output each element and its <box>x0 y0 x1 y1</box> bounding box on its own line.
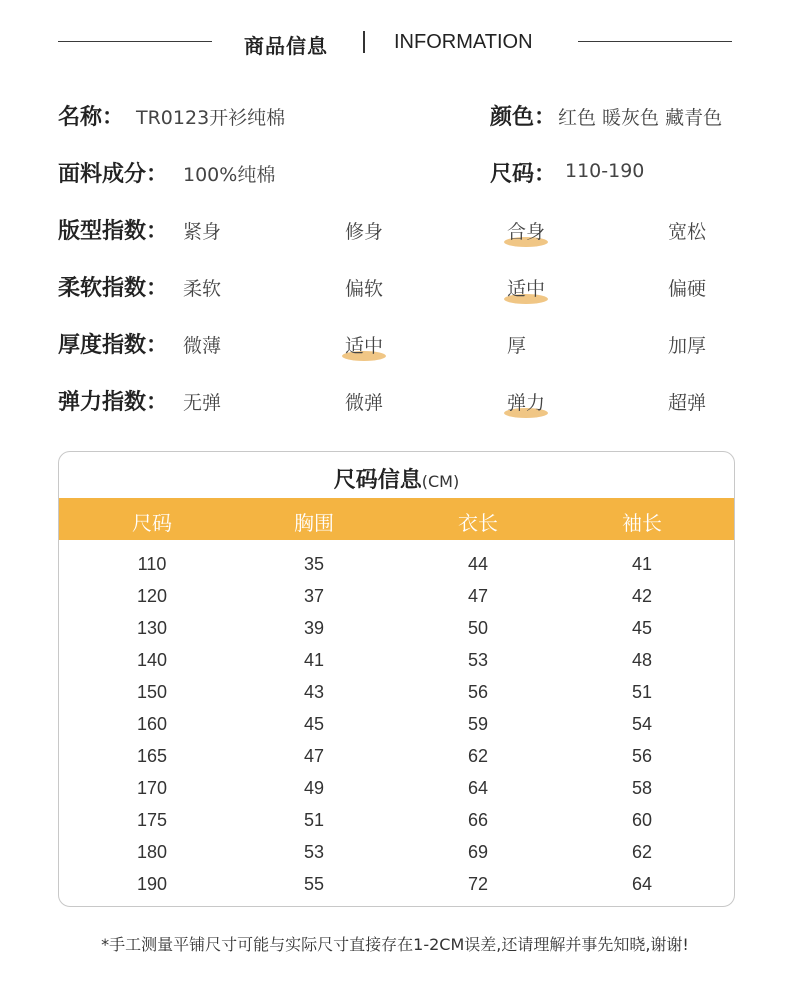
index-label: 版型指数： <box>58 219 169 244</box>
table-cell: 64 <box>631 874 653 894</box>
index-option-text: 微弹 <box>345 392 384 414</box>
table-cell: 69 <box>467 842 489 862</box>
table-row <box>59 676 734 708</box>
table-cell: 53 <box>467 650 489 670</box>
index-option <box>345 217 383 244</box>
table-cell: 62 <box>631 842 653 862</box>
index-label: 弹力指数： <box>58 390 169 415</box>
table-header-cell: 衣长 <box>458 511 498 535</box>
index-option-text: 超弹 <box>668 392 707 414</box>
index-option-text: 适中 <box>345 335 384 357</box>
table-header-cell: 胸围 <box>294 511 334 535</box>
index-option <box>668 274 706 301</box>
table-cell: 45 <box>303 714 325 734</box>
index-option-text: 修身 <box>345 221 384 243</box>
table-cell: 51 <box>303 810 325 830</box>
table-cell: 130 <box>136 618 168 638</box>
measurement-note: *手工测量平铺尺寸可能与实际尺寸直接存在1-2CM误差,还请理解并事先知晓,谢谢! <box>101 935 689 954</box>
table-cell: 140 <box>136 650 168 670</box>
table-cell: 39 <box>303 618 325 638</box>
table-cell: 44 <box>467 554 489 574</box>
table-cell: 60 <box>631 810 653 830</box>
index-option-text: 微薄 <box>183 335 222 357</box>
header-title-cn: 商品信息 <box>244 34 328 58</box>
index-option <box>668 388 706 415</box>
table-cell: 42 <box>631 586 653 606</box>
table-cell: 160 <box>136 714 168 734</box>
table-cell: 66 <box>467 810 489 830</box>
size-table-card <box>58 451 735 907</box>
table-row <box>59 836 734 868</box>
table-cell: 45 <box>631 618 653 638</box>
index-option-selected <box>507 274 545 301</box>
index-option-text: 弹力 <box>507 392 546 414</box>
index-row <box>58 381 738 415</box>
index-option-text: 偏软 <box>345 278 384 300</box>
table-row <box>59 804 734 836</box>
index-option-selected <box>507 217 545 244</box>
header-title-en: INFORMATION <box>394 31 533 53</box>
name-value: TR0123开衫纯棉 <box>136 107 286 129</box>
size-label: 尺码： <box>490 162 557 187</box>
table-cell: 47 <box>467 586 489 606</box>
table-cell: 110 <box>137 554 167 574</box>
table-cell: 62 <box>467 746 489 766</box>
table-cell: 64 <box>467 778 489 798</box>
info-row-name-color <box>58 96 738 130</box>
index-option-text: 柔软 <box>183 278 222 300</box>
index-option-text: 宽松 <box>668 221 707 243</box>
table-cell: 170 <box>136 778 168 798</box>
index-row <box>58 210 738 244</box>
index-option-text: 紧身 <box>183 221 222 243</box>
index-option <box>668 217 706 244</box>
size-value: 110-190 <box>565 160 645 182</box>
table-row <box>59 868 734 900</box>
header-line-right <box>578 41 732 42</box>
table-cell: 72 <box>467 874 489 894</box>
table-cell: 35 <box>303 554 325 574</box>
table-cell: 41 <box>303 650 325 670</box>
table-row <box>59 612 734 644</box>
size-table-title <box>59 463 734 494</box>
table-cell: 41 <box>631 554 653 574</box>
index-option <box>183 388 221 415</box>
size-table-title-text: 尺码信息 <box>333 468 422 493</box>
index-option-text: 加厚 <box>668 335 707 357</box>
index-option <box>183 274 221 301</box>
index-option-selected <box>345 331 383 358</box>
index-option-selected <box>507 388 545 415</box>
index-option <box>345 388 383 415</box>
table-cell: 37 <box>303 586 325 606</box>
fabric-label: 面料成分： <box>58 162 169 187</box>
table-row <box>59 708 734 740</box>
header-separator <box>363 31 365 53</box>
index-row <box>58 324 738 358</box>
table-cell: 190 <box>136 874 168 894</box>
table-cell: 175 <box>136 810 168 830</box>
index-option <box>668 331 706 358</box>
table-row <box>59 772 734 804</box>
index-option-text: 适中 <box>507 278 546 300</box>
index-option-text: 无弹 <box>183 392 222 414</box>
index-option <box>345 274 383 301</box>
index-option-text: 偏硬 <box>668 278 707 300</box>
header-line-left <box>58 41 212 42</box>
table-cell: 180 <box>136 842 168 862</box>
name-label: 名称： <box>58 105 125 130</box>
table-header-cell: 袖长 <box>622 511 662 535</box>
table-cell: 48 <box>631 650 653 670</box>
color-label: 颜色： <box>490 105 557 130</box>
table-cell: 53 <box>303 842 325 862</box>
index-row <box>58 267 738 301</box>
table-header-cell: 尺码 <box>132 511 172 535</box>
table-row <box>59 644 734 676</box>
table-cell: 55 <box>303 874 325 894</box>
table-row <box>59 548 734 580</box>
index-label: 柔软指数： <box>58 276 169 301</box>
table-cell: 43 <box>303 682 325 702</box>
color-value: 红色 暖灰色 藏青色 <box>558 107 723 129</box>
index-label: 厚度指数： <box>58 333 169 358</box>
table-cell: 50 <box>467 618 489 638</box>
table-cell: 165 <box>136 746 168 766</box>
size-table-unit: (CM) <box>421 472 460 491</box>
table-cell: 59 <box>467 714 489 734</box>
table-cell: 56 <box>467 682 489 702</box>
index-option <box>183 331 221 358</box>
index-option-text: 合身 <box>507 221 546 243</box>
index-option <box>183 217 221 244</box>
table-cell: 58 <box>631 778 653 798</box>
table-cell: 54 <box>631 714 653 734</box>
table-cell: 120 <box>136 586 168 606</box>
size-table-header <box>59 498 734 540</box>
table-row <box>59 740 734 772</box>
table-row <box>59 580 734 612</box>
index-option <box>507 331 526 358</box>
index-option-text: 厚 <box>507 335 527 357</box>
table-cell: 51 <box>631 682 653 702</box>
table-cell: 49 <box>303 778 325 798</box>
table-cell: 47 <box>303 746 325 766</box>
table-cell: 56 <box>631 746 653 766</box>
table-cell: 150 <box>136 682 168 702</box>
info-row-fabric-size <box>58 153 738 187</box>
fabric-value: 100%纯棉 <box>183 164 276 186</box>
